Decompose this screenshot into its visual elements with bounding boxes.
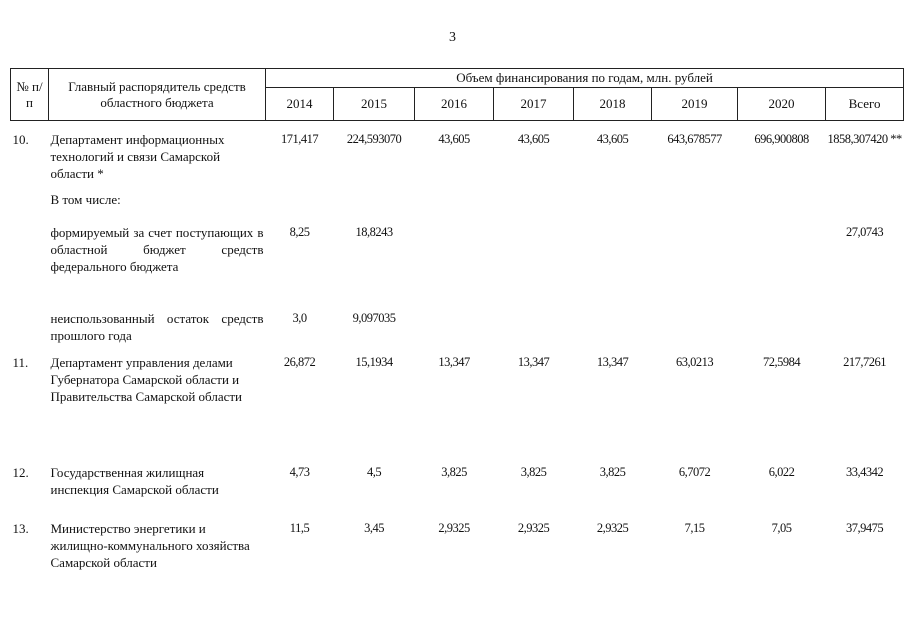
table-row bbox=[11, 520, 904, 572]
cell-value: 643,678577 bbox=[667, 132, 722, 146]
header-name: Главный распорядитель средств областного бюджета bbox=[49, 69, 266, 121]
cell-value bbox=[652, 310, 738, 344]
cell-value: 2,9325 bbox=[517, 521, 550, 535]
cell-value: 37,9475 bbox=[845, 521, 884, 535]
cell-value: 18,8243 bbox=[355, 225, 393, 239]
cell-value: 7,15 bbox=[684, 521, 705, 535]
cell-value: 33,4342 bbox=[845, 465, 884, 479]
cell-value bbox=[494, 310, 574, 344]
table-row bbox=[11, 191, 904, 208]
cell-value bbox=[415, 310, 494, 344]
cell-value: 7,05 bbox=[771, 521, 792, 535]
header-year: 2020 bbox=[738, 88, 826, 121]
table-header bbox=[11, 69, 904, 121]
table-body bbox=[11, 121, 904, 573]
cell-value: 13,347 bbox=[438, 355, 470, 369]
cell-value: 696,900808 bbox=[754, 132, 809, 146]
cell-value bbox=[738, 224, 826, 294]
header-year: 2014 bbox=[266, 88, 334, 121]
row-number: 11. bbox=[12, 355, 29, 370]
table-row bbox=[11, 464, 904, 498]
row-name: Департамент информационных технологий и связи Самарской области * bbox=[50, 132, 225, 181]
row-name: Государственная жилищная инспекция Самарской области bbox=[50, 465, 219, 497]
cell-value: 63,0213 bbox=[675, 355, 714, 369]
header-num: № п/п bbox=[11, 69, 49, 121]
cell-value: 11,5 bbox=[289, 521, 310, 535]
cell-value bbox=[574, 310, 652, 344]
cell-value: 3,825 bbox=[441, 465, 467, 479]
cell-value: 4,5 bbox=[366, 465, 382, 479]
cell-value bbox=[574, 224, 652, 294]
financing-table bbox=[10, 68, 904, 572]
cell-value: 13,347 bbox=[596, 355, 629, 369]
header-year: 2016 bbox=[415, 88, 494, 121]
cell-value bbox=[415, 224, 494, 294]
cell-value bbox=[826, 310, 904, 344]
cell-value: 4,73 bbox=[289, 465, 310, 479]
cell-value: 15,1934 bbox=[355, 355, 393, 369]
row-number: 10. bbox=[12, 132, 29, 147]
cell-value: 43,605 bbox=[596, 132, 629, 146]
cell-value: 2,9325 bbox=[438, 521, 470, 535]
cell-value: 26,872 bbox=[283, 355, 316, 369]
cell-value bbox=[738, 310, 826, 344]
row-number bbox=[11, 224, 49, 294]
cell-value: 43,605 bbox=[438, 132, 470, 146]
cell-value: 43,605 bbox=[517, 132, 550, 146]
cell-value: 224,593070 bbox=[346, 132, 402, 146]
row-number bbox=[11, 191, 49, 208]
cell-value: 8,25 bbox=[289, 225, 310, 239]
row-name: Департамент управления делами Губернатора Самарской области и Правительства Самарской области bbox=[50, 355, 242, 404]
row-number bbox=[11, 310, 49, 344]
cell-value: 27,0743 bbox=[845, 225, 884, 239]
header-total: Всего bbox=[826, 88, 904, 121]
cell-value: 2,9325 bbox=[596, 521, 629, 535]
table-row bbox=[11, 224, 904, 294]
row-name: Министерство энергетики и жилищно-коммунального хозяйства Самарской области bbox=[50, 521, 250, 570]
cell-value: 171,417 bbox=[280, 132, 319, 146]
row-name: В том числе: bbox=[50, 192, 121, 207]
table-row bbox=[11, 131, 904, 183]
header-period: Объем финансирования по годам, млн. рублей bbox=[266, 69, 904, 88]
row-name: формируемый за счет поступающих в областной бюджет средств федерального бюджета bbox=[50, 225, 264, 274]
cell-value: 1858,307420 ** bbox=[827, 132, 902, 146]
header-year: 2018 bbox=[574, 88, 652, 121]
row-number: 13. bbox=[12, 521, 29, 536]
header-year: 2019 bbox=[652, 88, 738, 121]
cell-value: 6,022 bbox=[768, 465, 795, 479]
cell-value: 72,5984 bbox=[762, 355, 801, 369]
cell-value: 3,0 bbox=[292, 311, 307, 325]
cell-value: 3,825 bbox=[599, 465, 626, 479]
page-number: 3 bbox=[449, 30, 456, 45]
table-row bbox=[11, 310, 904, 344]
cell-value: 3,825 bbox=[520, 465, 547, 479]
cell-value: 3,45 bbox=[364, 521, 384, 535]
cell-value: 13,347 bbox=[517, 355, 550, 369]
row-number: 12. bbox=[12, 465, 29, 480]
table-row bbox=[11, 354, 904, 442]
row-name: неиспользованный остаток средств прошлого года bbox=[50, 311, 264, 343]
header-year: 2017 bbox=[494, 88, 574, 121]
cell-value: 6,7072 bbox=[678, 465, 711, 479]
cell-value: 217,7261 bbox=[843, 355, 886, 369]
cell-value: 9,097035 bbox=[352, 311, 396, 325]
cell-value bbox=[494, 224, 574, 294]
cell-value bbox=[652, 224, 738, 294]
header-year: 2015 bbox=[334, 88, 415, 121]
